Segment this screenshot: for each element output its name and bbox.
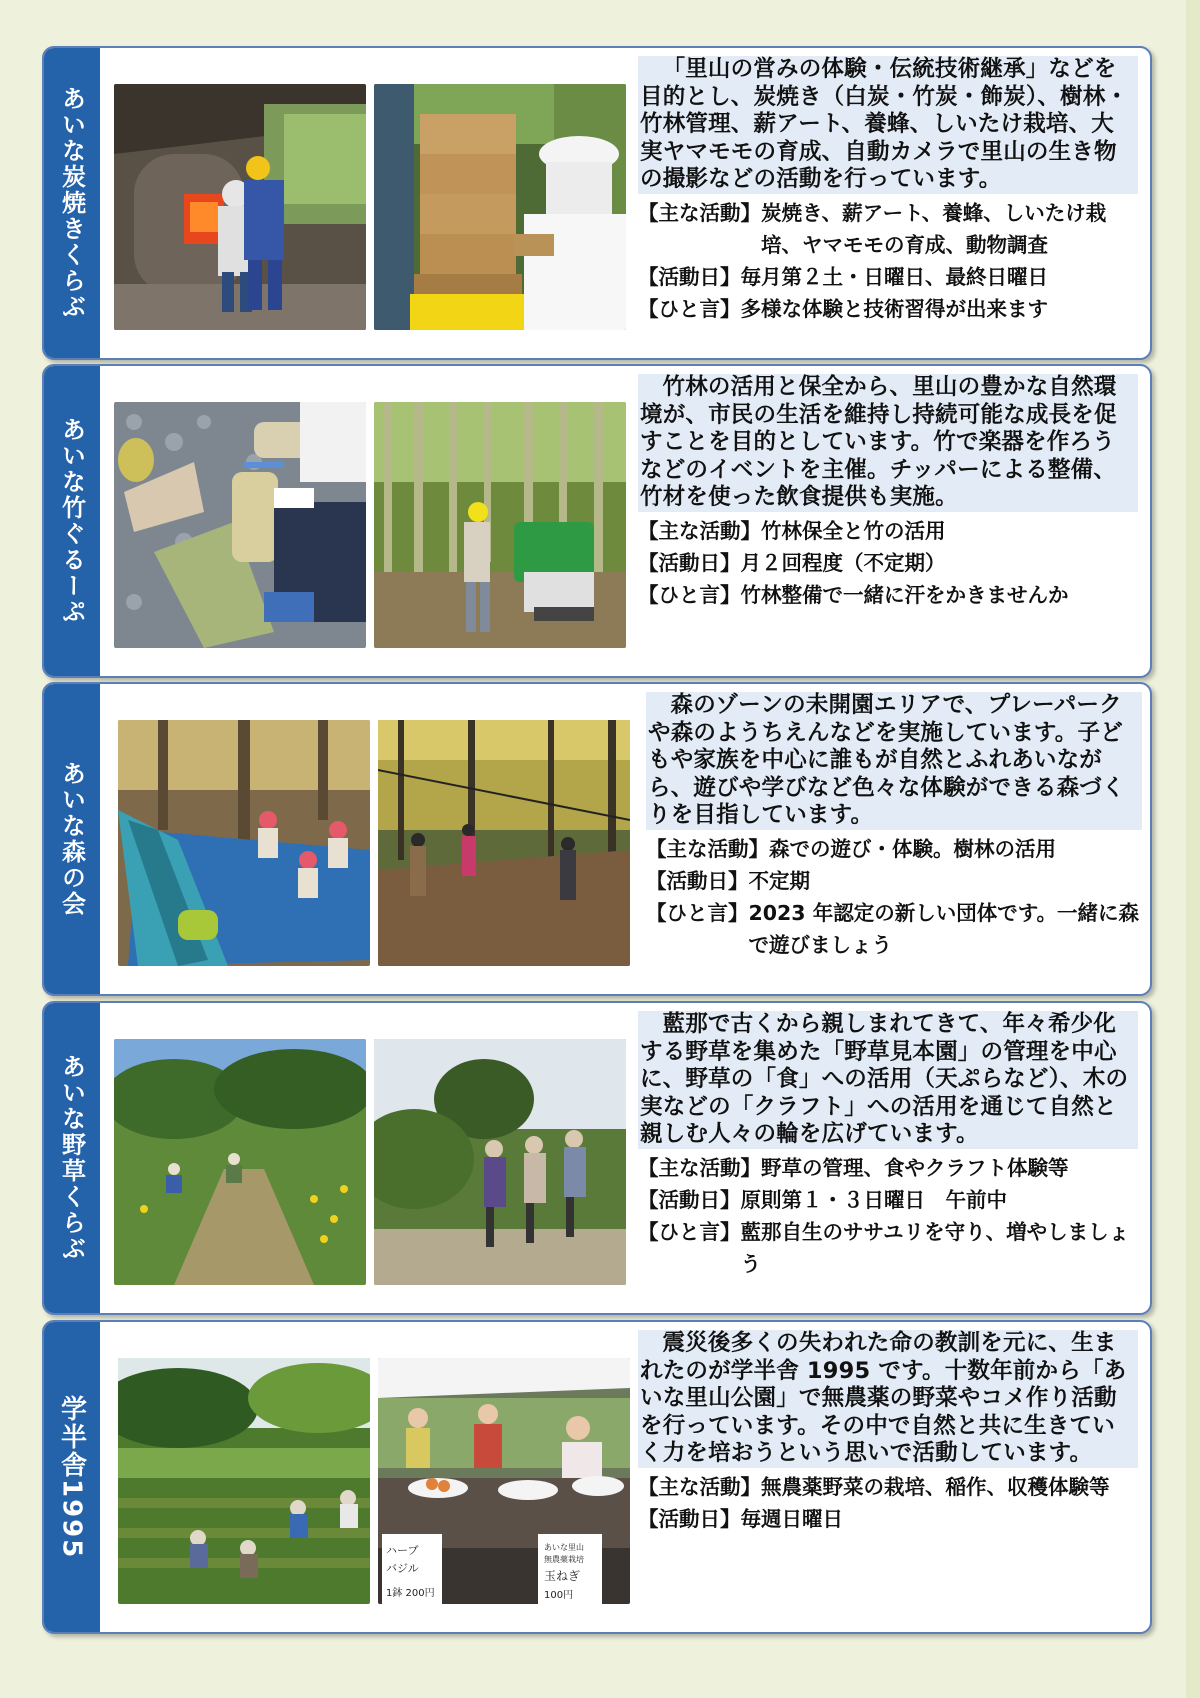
- onion-sign-price: 100円: [544, 1590, 574, 1601]
- days-label: 【活動日】: [638, 264, 741, 289]
- group-name-tab: [44, 366, 100, 676]
- group-details: [638, 1471, 1138, 1535]
- group-description: 震災後多くの失われた命の教訓を元に、生まれたのが学半舎 1995 です。十数年前から「あいな里山公園」で無農薬の野菜やコメ作り活動を行っています。その中で自然と共に生きていく力を培おうという思いで活動しています。: [638, 1330, 1138, 1468]
- photo-wildflower-garden: [114, 1039, 366, 1285]
- activities-row: [638, 1152, 1138, 1184]
- group-card-gakuhansha: [42, 1320, 1152, 1634]
- group-info: [638, 56, 1138, 325]
- group-details: [638, 1152, 1138, 1280]
- days-label: 【活動日】: [638, 1506, 741, 1531]
- days-label: 【活動日】: [646, 868, 749, 893]
- days-row: [646, 865, 1142, 897]
- activities-row: [638, 1471, 1138, 1503]
- photo-forest-path: [378, 720, 630, 966]
- group-name: あいな野草くらぶ: [57, 1054, 86, 1262]
- group-info: [638, 1011, 1138, 1280]
- activities-label: 【主な活動】: [638, 518, 761, 543]
- group-details: [638, 515, 1138, 611]
- page-edge-strip: [1186, 0, 1200, 1698]
- photo-vegetable-field: [118, 1358, 370, 1604]
- comment-row: [638, 293, 1138, 325]
- comment-value: 竹林整備で一緒に汗をかきませんか: [740, 582, 1069, 607]
- herb-sign-price: 1鉢 200円: [386, 1588, 435, 1599]
- group-card-mori: [42, 682, 1152, 996]
- group-description: 森のゾーンの未開園エリアで、プレーパークや森のようちえんなどを実施しています。子どもや家族を中心に誰もが自然とふれあいながら、遊びや学びなど色々な体験ができる森づくりを目指しています。: [646, 692, 1142, 830]
- photo-beekeeping: [374, 84, 626, 330]
- comment-label: 【ひと言】: [638, 1219, 741, 1244]
- comment-value: 藍那自生のササユリを守り、増やしましょう: [740, 1219, 1130, 1276]
- group-name: あいな竹ぐるーぷ: [57, 417, 86, 625]
- days-value: 月２回程度（不定期）: [740, 550, 946, 575]
- days-label: 【活動日】: [638, 550, 741, 575]
- photo-bamboo-instruments: [114, 402, 366, 648]
- comment-row: [646, 897, 1142, 961]
- days-row: [638, 1503, 1138, 1535]
- group-description: 竹林の活用と保全から、里山の豊かな自然環境が、市民の生活を維持し持続可能な成長を促すことを目的としています。竹で楽器を作ろうなどのイベントを主催。チッパーによる整備、竹材を使った飲食提供も実施。: [638, 374, 1138, 512]
- group-name-tab: [44, 1322, 100, 1632]
- days-value: 毎週日曜日: [740, 1506, 843, 1531]
- days-value: 原則第１・３日曜日 午前中: [740, 1187, 1007, 1212]
- onion-sign-name: 玉ねぎ: [544, 1569, 581, 1583]
- days-row: [638, 1184, 1138, 1216]
- group-card-take: [42, 364, 1152, 678]
- group-description: 「里山の営みの体験・伝統技術継承」などを目的とし、炭焼き（白炭・竹炭・飾炭）、樹林・竹林管理、薪アート、養蜂、しいたけ栽培、大実ヤマモモの育成、自動カメラで里山の生き物の撮影などの活動を行っています。: [638, 56, 1138, 194]
- days-row: [638, 547, 1138, 579]
- onion-sign-line1: あいな里山: [544, 1543, 584, 1552]
- comment-label: 【ひと言】: [638, 296, 741, 321]
- activities-row: [638, 515, 1138, 547]
- group-name: あいな森の会: [57, 761, 86, 917]
- group-name: あいな炭焼きくらぶ: [57, 86, 86, 320]
- activities-label: 【主な活動】: [638, 1155, 761, 1180]
- photo-hammock-play: [118, 720, 370, 966]
- comment-label: 【ひと言】: [638, 582, 741, 607]
- group-info: [646, 692, 1142, 961]
- activities-label: 【主な活動】: [638, 200, 761, 225]
- comment-label: 【ひと言】: [646, 900, 749, 925]
- herb-sign-title: ハーブ: [386, 1544, 419, 1557]
- photo-charcoal-kiln: [114, 84, 366, 330]
- activities-value: 野草の管理、食やクラフト体験等: [761, 1155, 1069, 1180]
- photo-group-walk: [374, 1039, 626, 1285]
- activities-value: 無農薬野菜の栽培、稲作、収穫体験等: [761, 1474, 1110, 1499]
- photo-harvest-market: [378, 1358, 630, 1604]
- onion-sign-line2: 無農薬栽培: [544, 1555, 584, 1564]
- group-name: 学半舎1995: [56, 1394, 87, 1560]
- days-row: [638, 261, 1138, 293]
- group-info: [638, 374, 1138, 611]
- group-details: [638, 197, 1138, 325]
- days-value: 毎月第２土・日曜日、最終日曜日: [740, 264, 1048, 289]
- group-card-yasou: [42, 1001, 1152, 1315]
- group-name-tab: [44, 684, 100, 994]
- activities-label: 【主な活動】: [638, 1474, 761, 1499]
- days-label: 【活動日】: [638, 1187, 741, 1212]
- group-details: [646, 833, 1142, 961]
- comment-row: [638, 579, 1138, 611]
- comment-row: [638, 1216, 1138, 1280]
- days-value: 不定期: [748, 868, 810, 893]
- activities-value: 森での遊び・体験。樹林の活用: [769, 836, 1056, 861]
- group-name-tab: [44, 1003, 100, 1313]
- group-name-tab: [44, 48, 100, 358]
- group-card-sumiyaki: [42, 46, 1152, 360]
- herb-sign-name: バジル: [386, 1562, 419, 1575]
- comment-value: 多様な体験と技術習得が出来ます: [740, 296, 1048, 321]
- activities-value: 竹林保全と竹の活用: [761, 518, 946, 543]
- activities-value: 炭焼き、薪アート、養蜂、しいたけ栽培、ヤマモモの育成、動物調査: [761, 200, 1107, 257]
- activities-label: 【主な活動】: [646, 836, 769, 861]
- photo-bamboo-forest: [374, 402, 626, 648]
- comment-value: 2023 年認定の新しい団体です。一緒に森で遊びましょう: [748, 900, 1140, 957]
- activities-row: [638, 197, 1138, 261]
- group-info: [638, 1330, 1138, 1535]
- activities-row: [646, 833, 1142, 865]
- group-description: 藍那で古くから親しまれてきて、年々希少化する野草を集めた「野草見本園」の管理を中心に、野草の「食」への活用（天ぷらなど）、木の実などの「クラフト」への活用を通じて自然と親しむ人々の輪を広げています。: [638, 1011, 1138, 1149]
